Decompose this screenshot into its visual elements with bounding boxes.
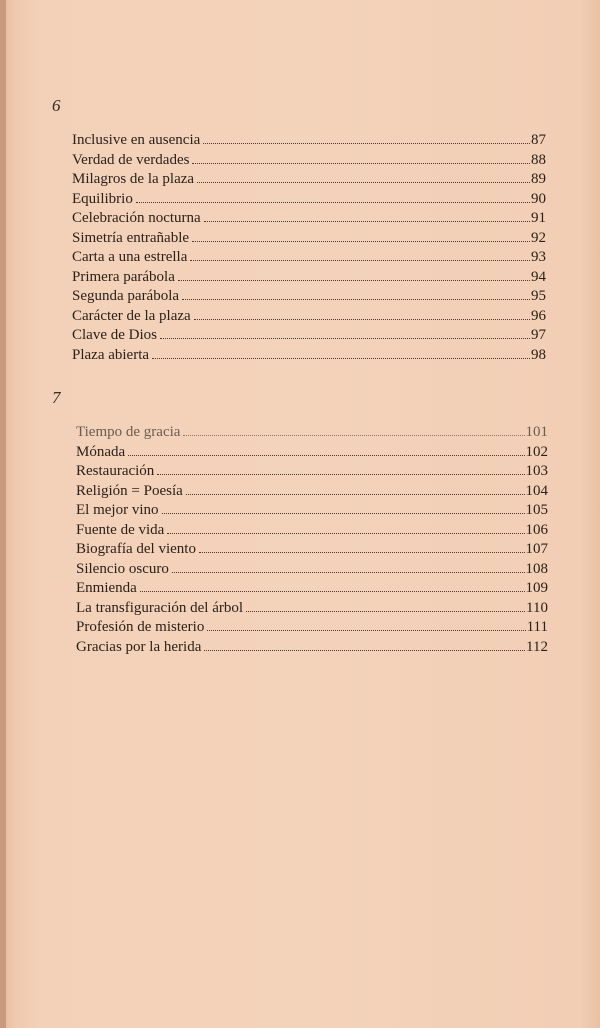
toc-entry-title: Carta a una estrella bbox=[72, 249, 188, 265]
toc-entry bbox=[76, 501, 548, 521]
leader-dots bbox=[204, 650, 525, 651]
toc-entry bbox=[72, 268, 546, 288]
toc-entry bbox=[76, 462, 548, 482]
toc-entry bbox=[76, 443, 548, 463]
toc-entry-title: Verdad de verdades bbox=[72, 151, 190, 168]
toc-entry bbox=[72, 307, 546, 327]
toc-entry-title: Religión = Poesía bbox=[76, 482, 183, 499]
leader-dots bbox=[194, 319, 530, 320]
leader-dots bbox=[152, 358, 530, 359]
leader-dots bbox=[128, 455, 524, 456]
leader-dots bbox=[192, 241, 530, 242]
toc-entry-page: 111 bbox=[526, 619, 548, 635]
toc-entry-page: 94 bbox=[531, 268, 546, 285]
toc-entry bbox=[76, 560, 548, 580]
toc-entry-page: 87 bbox=[531, 132, 546, 148]
leader-dots bbox=[136, 202, 530, 203]
leader-dots bbox=[197, 182, 530, 183]
leader-dots bbox=[203, 143, 530, 144]
toc-entry-page: 88 bbox=[531, 151, 546, 168]
toc-entry-page: 109 bbox=[525, 580, 548, 596]
toc-entry-page: 101 bbox=[525, 424, 548, 440]
toc-entry-title: Milagros de la plaza bbox=[72, 171, 195, 187]
toc-entry bbox=[72, 209, 546, 229]
toc-entry bbox=[72, 326, 546, 346]
toc-entry-page: 90 bbox=[531, 190, 546, 207]
toc-entry-page: 107 bbox=[525, 541, 548, 557]
toc-entry-title: Biografía del viento bbox=[76, 541, 196, 557]
toc-entry bbox=[72, 151, 546, 171]
toc-entry bbox=[72, 170, 546, 190]
toc-entry bbox=[72, 190, 546, 210]
toc-entry-title: Equilibrio bbox=[72, 190, 133, 207]
toc-entry-title: Celebración nocturna bbox=[72, 210, 201, 226]
leader-dots bbox=[190, 260, 530, 261]
toc-entry-title: Segunda parábola bbox=[72, 288, 180, 304]
toc-entry-page: 98 bbox=[531, 346, 546, 363]
toc-entry bbox=[76, 423, 548, 443]
toc-entry-title: Plaza abierta bbox=[72, 346, 150, 363]
toc-entry bbox=[76, 482, 548, 502]
leader-dots bbox=[140, 591, 525, 592]
toc-entry-title: Silencio oscuro bbox=[76, 560, 169, 577]
toc-entry bbox=[72, 229, 546, 249]
toc-entry-page: 112 bbox=[526, 638, 548, 655]
leader-dots bbox=[199, 552, 525, 553]
toc-entry-title: Inclusive en ausencia bbox=[72, 132, 201, 148]
leader-dots bbox=[207, 630, 525, 631]
toc-entry-title: Carácter de la plaza bbox=[72, 307, 191, 324]
toc-entry-page: 105 bbox=[525, 502, 548, 518]
leader-dots bbox=[204, 221, 530, 222]
toc-list-section-7 bbox=[76, 423, 548, 657]
toc-entry bbox=[76, 638, 548, 658]
toc-entry-title: Restauración bbox=[76, 463, 155, 479]
toc-entry-page: 96 bbox=[531, 307, 546, 324]
toc-entry bbox=[72, 287, 546, 307]
toc-entry-page: 93 bbox=[531, 249, 546, 265]
leader-dots bbox=[162, 513, 525, 514]
toc-entry-title: Mónada bbox=[76, 443, 126, 460]
toc-entry-page: 97 bbox=[531, 327, 546, 343]
toc-entry-title: Gracias por la herida bbox=[76, 638, 202, 655]
toc-entry-title: El mejor vino bbox=[76, 502, 159, 518]
toc-entry-title: Clave de Dios bbox=[72, 327, 157, 343]
toc-entry-title: Tiempo de gracia bbox=[76, 424, 181, 440]
leader-dots bbox=[186, 494, 525, 495]
leader-dots bbox=[182, 299, 530, 300]
toc-entry-title: Profesión de misterio bbox=[76, 619, 205, 635]
toc-entry bbox=[76, 521, 548, 541]
toc-entry-title: Primera parábola bbox=[72, 268, 175, 285]
toc-entry bbox=[76, 599, 548, 619]
toc-entry bbox=[76, 540, 548, 560]
toc-entry-title: Simetría entrañable bbox=[72, 229, 190, 246]
toc-entry-page: 110 bbox=[526, 599, 548, 616]
toc-entry-title: La transfiguración del árbol bbox=[76, 599, 244, 616]
toc-entry-title: Enmienda bbox=[76, 580, 137, 596]
section-number-6: 6 bbox=[52, 96, 61, 115]
toc-entry-title: Fuente de vida bbox=[76, 521, 165, 538]
toc-entry-page: 108 bbox=[525, 560, 548, 577]
toc-entry-page: 92 bbox=[531, 229, 546, 246]
toc-entry bbox=[72, 346, 546, 366]
toc-entry bbox=[72, 131, 546, 151]
leader-dots bbox=[167, 533, 524, 534]
toc-entry bbox=[72, 248, 546, 268]
toc-entry bbox=[76, 618, 548, 638]
leader-dots bbox=[178, 280, 530, 281]
section-number-7: 7 bbox=[52, 388, 61, 407]
toc-entry-page: 89 bbox=[531, 171, 546, 187]
toc-list-section-6 bbox=[72, 131, 546, 365]
leader-dots bbox=[192, 163, 530, 164]
toc-entry-page: 91 bbox=[531, 210, 546, 226]
toc-entry bbox=[76, 579, 548, 599]
leader-dots bbox=[246, 611, 525, 612]
toc-entry-page: 95 bbox=[531, 288, 546, 304]
leader-dots bbox=[183, 435, 524, 436]
toc-entry-page: 102 bbox=[525, 443, 548, 460]
toc-entry-page: 104 bbox=[525, 482, 548, 499]
toc-entry-page: 103 bbox=[525, 463, 548, 479]
leader-dots bbox=[157, 474, 524, 475]
leader-dots bbox=[172, 572, 525, 573]
toc-entry-page: 106 bbox=[525, 521, 548, 538]
leader-dots bbox=[160, 338, 530, 339]
